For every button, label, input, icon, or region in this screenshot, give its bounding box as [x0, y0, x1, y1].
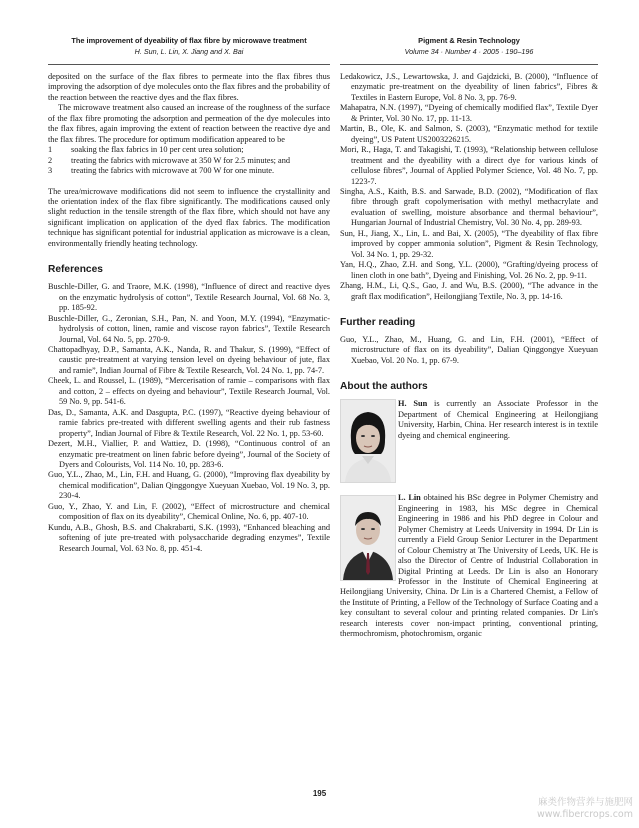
author-photo-lin [340, 495, 396, 581]
reference-entry: Chattopadhyay, D.P., Samanta, A.K., Nanda, R. and Thakur, S. (1999), “Effect of caustic pre-treatment at varying tension level on dyeing behaviour of jute, flax and ramie”, Indian Journal of Fibre & Textile Research, Vol. 24 No. 1, pp. 74-7. [48, 344, 330, 375]
portrait-image [341, 400, 395, 482]
reference-entry: Ledakowicz, J.S., Lewartowska, J. and Gajdzicki, B. (2000), “Influence of enzymatic pre-treatment on the dyeability of linen fabrics”, Fibres & Textiles in Eastern Europe, Vol. 8 No. 3, pp. 76-9. [340, 72, 598, 102]
reference-list [48, 282, 330, 554]
body-paragraph: deposited on the surface of the flax fibres to permeate into the flax fibres thus improving the adsorption of dye molecules onto the flax fibres and the probability of the reaction between the reactive dyes and the flax fibres. [48, 72, 330, 102]
reference-entry: Mori, R., Haga, T. and Takagishi, T. (1993), “Relationship between cellulose treatment and the dyeability with a direct dye for various kinds of cellulose fibres”, Journal of Applied Polymer Science, Vol. 48 No. 7, pp. 1223-7. [340, 145, 598, 186]
step-number: 2 [48, 155, 53, 165]
reference-entry: Cheek, L. and Roussel, L. (1989), “Mercerisation of ramie – comparisons with flax and cotton, 2 – effects on dyeing and behaviour”, Textile Research Journal, Vol. 59 No. 9, pp. 541-6. [48, 376, 330, 407]
reference-entry: Das, D., Samanta, A.K. and Dasgupta, P.C. (1997), “Reactive dyeing behaviour of ramie fabrics pre-treated with different swelling agents and their rub fastness property”, Indian Journal of Fibre & Textile Research, Vol. 22 No. 1, pp. 53-60. [48, 407, 330, 438]
author-bio-sun [340, 399, 598, 483]
body-paragraph: The microwave treatment also caused an increase of the roughness of the surface of the flax fibre promoting the adsorption and permeation of the dye molecules into the flax fibres, again improving the extent of reaction between the reactive dye and the flax fibres. The procedure for optimum modification appeared to be [48, 103, 330, 144]
reference-entry: Guo, Y.L., Zhao, M., Huang, G. and Lin, F.H. (2001), “Effect of microstructure of flax on its dyeability”, Dalian Qinggongye Xueyuan Xuebao, Vol. 20 No. 1, pp. 67-9. [340, 334, 598, 365]
about-authors-heading: About the authors [340, 381, 428, 393]
step-text: treating the fabrics with microwave at 700 W for one minute. [71, 166, 275, 176]
author-bio-body: obtained his BSc degree in Polymer Chemistry and Engineering in 1983, his MSc degree in Chemical Engineering in 1986 and his PhD degree in Colour and Polymer Chemistry at Leeds University in 1994. Dr Lin is currently a Field Group Senior Lecturer in the Department of Colour Chemistry at The University of Leeds, UK. He is also the Director of Centre of Industrial Collaboration in Digital Printing at Leeds. Dr Lin is also an Honorary Professor in the Institute of Chemical Engineering at Heilongjiang University, China. Dr Lin is a Chartered Chemist, a Fellow of the Institute of Printing, a Fellow of the Technology of Surface Coating and a key consultant to several colour and printing related companies. Dr Lin's research interests cover non-impact printing, conventional printing, thermochromism, photochromism, organic [340, 493, 599, 639]
article-title: The improvement of dyeability of flax fibre by microwave treatment [71, 36, 307, 45]
reference-entry: Guo, Y.L., Zhao, M., Lin, F.H. and Huang, G. (2000), “Improving flax dyeability by chemical modification”, Dalian Qinggongye Xueyuan Xuebao, Vol. 19 No. 3, pp. 230-4. [48, 470, 330, 501]
reference-entry: Zhang, H.M., Li, Q.S., Gao, J. and Wu, B.S. (2000), “The advance in the graft flax modification”, Heilongjiang Textile, No. 3, pp. 14-16. [340, 281, 598, 301]
procedure-step [48, 166, 330, 176]
author-bio-text [398, 399, 598, 441]
left-column [48, 72, 330, 554]
step-number: 1 [48, 145, 53, 155]
header-divider-right [340, 64, 598, 65]
step-number: 3 [48, 166, 53, 176]
reference-entry: Kundu, A.B., Ghosh, B.S. and Chakrabarti, S.K. (1993), “Enhanced bleaching and softening of jute pre-treated with polysaccharide degrading enzymes”, Textile Research Journal, Vol. 63 No. 8, pp. 451-4. [48, 522, 330, 553]
author-photo-sun [340, 399, 396, 483]
right-column [340, 72, 598, 640]
procedure-step [48, 156, 330, 166]
reference-entry: Buschle-Diller, G., Zeronian, S.H., Pan, N. and Yoon, M.Y. (1994), “Enzymatic-hydrolysis of cotton, linen, ramie and viscose rayon fabrics”, Textile Research Journal, Vol. 64 No. 5, pp. 270-9. [48, 313, 330, 344]
page-number: 195 [312, 789, 327, 798]
reference-entry: Martin, B., Ole, K. and Salmon, S. (2003), “Enzymatic method for textile dyeing”, US Patent US2003226215. [340, 124, 598, 144]
reference-entry: Sun, H., Jiang, X., Lin, L. and Bai, X. (2005), “The dyeability of flax fibre improved by copper ammonia solution”, Pigment & Resin Technology, Vol. 34 No. 1, pp. 29-32. [340, 228, 598, 259]
article-authors: H. Sun, L. Lin, X. Jiang and X. Bai [134, 47, 244, 56]
reference-entry: Yan, H.Q., Zhao, Z.H. and Song, Y.L. (2000), “Grafting/dyeing process of linen cloth in one bath”, Dyeing and Finishing, Vol. 26 No. 2, pp. 9-11. [340, 260, 598, 280]
procedure-list [48, 145, 330, 176]
body-paragraph: The urea/microwave modifications did not seem to influence the crystallinity and the orientation index of the flax fibre significantly. The modifications caused only slight reduction in the tensile strength of the flax fibre, which should not have any significant implication on application of the dyed flax fabrics. The modification technique has significant potential for industrial application as microwave is a clean, environmentally friendly heating technology. [48, 186, 330, 248]
running-header-right [340, 35, 598, 57]
procedure-step [48, 145, 330, 155]
step-text: soaking the flax fabrics in 10 per cent urea solution; [71, 145, 244, 155]
references-heading: References [48, 264, 103, 276]
reference-entry: Singha, A.S., Kaith, B.S. and Sarwade, B.D. (2002), “Modification of flax fibre through graft copolymerisation with methyl methacrylate and evaluation of swelling, moisture absorbance and thermal behaviour”, Hungarian Journal of Industrial Chemistry, Vol. 30 No. 4, pp. 289-93. [340, 186, 598, 228]
reference-entry: Mahapatra, N.N. (1997), “Dyeing of chemically modified flax”, Textile Dyer & Printer, Vol. 30 No. 17, pp. 11-13. [340, 103, 598, 123]
header-divider-left [48, 64, 330, 65]
running-header-left [48, 35, 330, 57]
portrait-image [341, 496, 395, 580]
site-watermark [537, 797, 633, 821]
reference-list [340, 72, 598, 302]
author-name: H. Sun [398, 399, 428, 409]
journal-issue: Volume 34 · Number 4 · 2005 · 190–196 [404, 47, 534, 56]
watermark-line: 麻类作物营养与施肥网 [537, 797, 633, 808]
author-name: L. Lin [398, 493, 421, 503]
reference-entry: Dezert, M.H., Viallier, P. and Wattiez, D. (1998), “Continuous control of an enzymatic pre-treatment on linen fabric before dyeing”, Journal of the Society of Dyers and Colourists, Vol. 114 No. 10, pp. 283-6. [48, 439, 330, 469]
author-bio-lin [340, 493, 598, 639]
step-text: treating the fabrics with microwave at 350 W for 2.5 minutes; and [71, 155, 291, 165]
reference-entry: Guo, Y., Zhao, Y. and Lin, F. (2002), “Effect of microstructure and chemical composition of flax on its dyeability”, Chemical Online, No. 6, pp. 407-10. [48, 501, 330, 522]
further-reading-heading: Further reading [340, 316, 416, 328]
reference-entry: Buschle-Diller, G. and Traore, M.K. (1998), “Influence of direct and reactive dyes on the enzymatic hydrolysis of cotton”, Textile Research Journal, Vol. 68 No. 3, pp. 185-92. [48, 282, 330, 313]
author-bio-body: is currently an Associate Professor in the Department of Chemical Engineering at Heilongjiang University, Harbin, China. Her research interest is in textile dyeing and chemical engineering. [398, 399, 598, 440]
further-reading-list [340, 335, 598, 366]
watermark-line: www.fibercrops.com [536, 809, 633, 820]
journal-title: Pigment & Resin Technology [418, 36, 520, 45]
